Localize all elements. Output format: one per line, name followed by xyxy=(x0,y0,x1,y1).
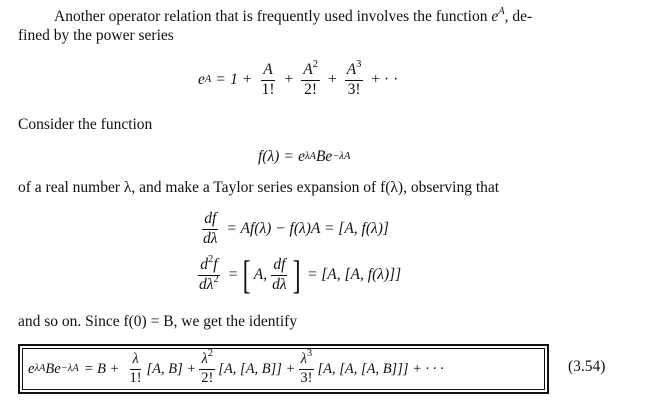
fraction xyxy=(197,254,221,293)
fraction xyxy=(127,352,143,385)
numerator: λ xyxy=(130,352,140,369)
fraction xyxy=(345,59,364,98)
math-expression: = [A, [A, f(λ)]] xyxy=(306,266,402,283)
text: , de- xyxy=(504,8,533,25)
fraction xyxy=(301,59,320,98)
numerator: df xyxy=(202,211,218,229)
math-number: 1 xyxy=(230,71,238,88)
math-expression: [A, [A, B]] + xyxy=(218,360,296,377)
fraction xyxy=(199,348,215,386)
math-ellipsis: + · · xyxy=(371,71,399,88)
equation-power-series: e A = 1 + $\frac{A}{1!}$ + $\frac{A^2}{2!}$ + $\frac{A^3}{3!}$ + · · xyxy=(198,59,399,98)
math-expression: f(λ) xyxy=(258,148,280,165)
fraction xyxy=(270,257,288,293)
math-symbol: e xyxy=(198,71,205,88)
denominator: $d\lambda^2$ xyxy=(199,273,219,293)
math-expression: A, xyxy=(253,266,268,283)
equation-first-derivative xyxy=(198,208,389,250)
left-bracket: [ xyxy=(243,252,252,297)
fraction xyxy=(298,348,314,386)
text: Another operator relation that is frequently used involves the function xyxy=(54,8,492,25)
numerator: $\lambda^3$ xyxy=(299,352,315,369)
math-symbol: B xyxy=(315,148,326,165)
math-expression: = Af(λ) − f(λ)A = [A, f(λ)] xyxy=(226,220,389,237)
math-operator: = xyxy=(284,148,294,165)
denominator: 2! xyxy=(304,80,318,98)
math-operator: + xyxy=(327,71,337,88)
equation-identity: e λA B e −λA = B + $\frac{\lambda}{1!}$ [A, B] + $\frac{\lambda^2}{2!}$ [A, [A, B]] + $\frac{\lambda^3}{3!}$ [A, [A, [A, B]]] + · · · xyxy=(28,348,444,386)
numerator: $\lambda^2$ xyxy=(199,352,215,369)
text: of a real number λ, and make a Taylor series expansion of f(λ), observing that xyxy=(18,179,500,196)
denominator: 3! xyxy=(347,80,361,98)
math-operator: = xyxy=(216,71,226,88)
math-symbol: e xyxy=(54,360,61,377)
math-operator: + xyxy=(284,71,294,88)
numerator: $A^2$ xyxy=(301,62,320,80)
numerator: df xyxy=(271,257,287,275)
denominator: 3! xyxy=(300,369,313,386)
paragraph-line xyxy=(18,27,174,45)
equation-second-derivative xyxy=(194,250,401,300)
denominator: dλ xyxy=(203,229,218,247)
math-symbol: B xyxy=(45,360,55,377)
paragraph-line xyxy=(18,116,152,134)
math-symbol: e xyxy=(298,148,305,165)
math-expression: [A, B] + xyxy=(146,360,197,377)
denominator: dλ xyxy=(272,275,287,293)
equation-number xyxy=(568,358,605,376)
math-superscript: A xyxy=(498,6,505,17)
fraction xyxy=(201,211,219,247)
numerator: A xyxy=(261,62,274,80)
right-bracket: ] xyxy=(292,252,301,297)
numerator: $d^2f$ xyxy=(198,257,219,275)
numerator: $A^3$ xyxy=(345,62,364,80)
denominator: 1! xyxy=(129,369,142,386)
paragraph-line xyxy=(18,179,499,197)
math-symbol: e xyxy=(325,148,333,165)
paragraph-line xyxy=(54,8,532,26)
paragraph-line xyxy=(18,313,297,331)
denominator: 2! xyxy=(201,369,214,386)
denominator: 1! xyxy=(261,80,275,98)
math-expression: [A, [A, [A, B]]] + · · · xyxy=(317,360,444,377)
equation-number-label: (3.54) xyxy=(568,358,606,375)
equation-f-lambda: f(λ) = e λA B e −λA xyxy=(258,148,351,165)
fraction xyxy=(260,62,277,98)
math-symbol: e xyxy=(491,8,499,25)
math-operator: + xyxy=(242,71,252,88)
math-symbol: e xyxy=(28,360,35,377)
text: Consider the function xyxy=(18,116,153,133)
text: and so on. Since f(0) = B, we get the identify xyxy=(18,313,298,330)
math-operator: = xyxy=(228,266,238,283)
text: fined by the power series xyxy=(18,27,174,44)
math-expression: = B + xyxy=(83,360,120,377)
